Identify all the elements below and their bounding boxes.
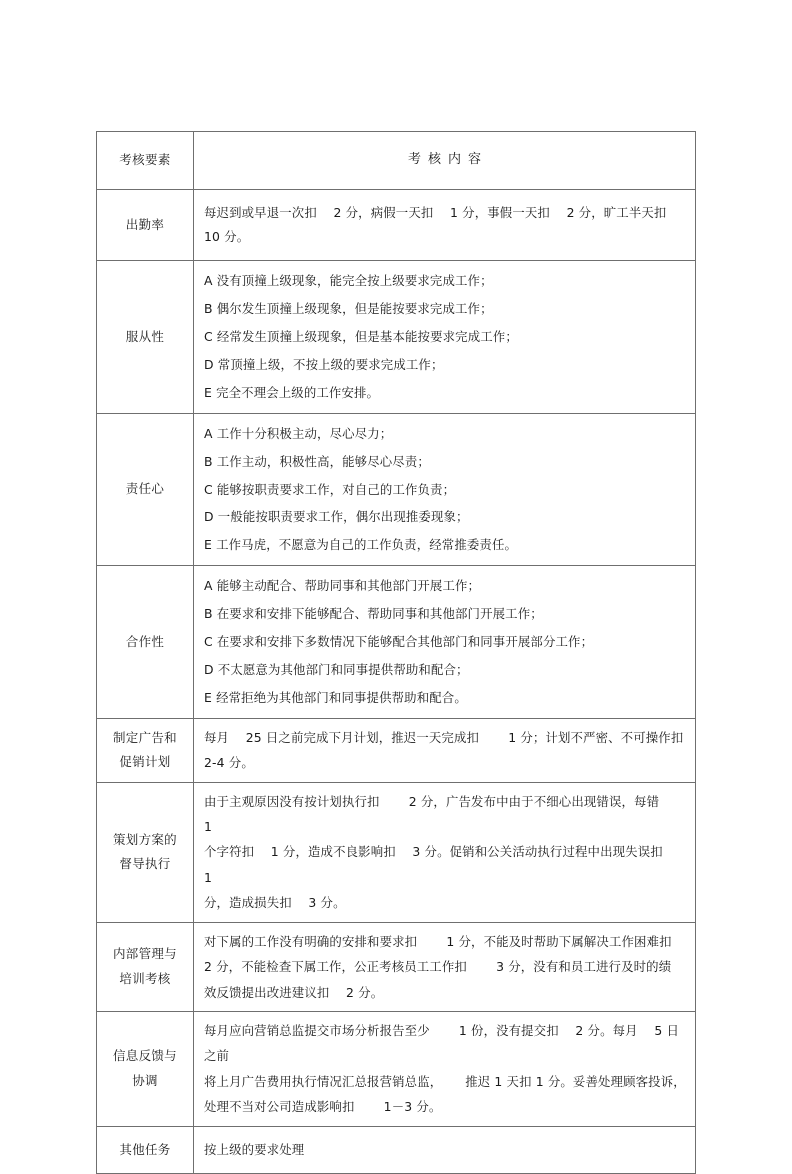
content-line: C 经常发生顶撞上级现象，但是基本能按要求完成工作； [204, 328, 518, 344]
content-line: 2-4 分。 [204, 755, 254, 771]
content-line: 由于主观原因没有按计划执行扣 2 分，广告发布中由于不细心出现错误，每错 1 [204, 793, 689, 835]
table-row [97, 189, 696, 260]
row-factor-plan-supervision [97, 782, 194, 922]
content-line: E 工作马虎，不愿意为自己的工作负责，经常推委责任。 [204, 537, 518, 553]
row-content-responsibility [194, 413, 696, 566]
factor-line: 策划方案的 [112, 831, 177, 847]
row-factor-other-tasks [97, 1126, 194, 1173]
row-factor-obedience [97, 261, 194, 414]
content-line: 处理不当对公司造成影响扣 1－3 分。 [204, 1099, 442, 1115]
table-body [97, 132, 696, 1174]
content-line: E 完全不理会上级的工作安排。 [204, 384, 380, 400]
content-line: 将上月广告费用执行情况汇总报营销总监， 推迟 1 天扣 1 分。妥善处理顾客投诉， [204, 1073, 686, 1089]
content-line: E 经常拒绝为其他部门和同事提供帮助和配合。 [204, 689, 467, 705]
content-line: A 没有顶撞上级现象，能完全按上级要求完成工作； [204, 273, 493, 289]
content-line: D 一般能按职责要求工作，偶尔出现推委现象； [204, 509, 469, 525]
row-factor-internal-management [97, 922, 194, 1011]
factor-line: 服从性 [125, 328, 165, 344]
row-content-obedience [194, 261, 696, 414]
factor-line: 制定广告和 [112, 729, 177, 745]
row-content-plan-supervision [194, 782, 696, 922]
table-row [97, 718, 696, 782]
factor-line: 信息反馈与 [112, 1048, 177, 1064]
content-line: A 能够主动配合、帮助同事和其他部门开展工作； [204, 578, 481, 594]
row-factor-responsibility [97, 413, 194, 566]
header-cell-content: 考核内容 [194, 132, 696, 190]
row-content-internal-management [194, 922, 696, 1011]
factor-line: 内部管理与 [112, 946, 177, 962]
content-line: B 偶尔发生顶撞上级现象，但是能按要求完成工作； [204, 301, 493, 317]
content-line: B 在要求和安排下能够配合、帮助同事和其他部门开展工作； [204, 606, 543, 622]
content-line: D 常顶撞上级，不按上级的要求完成工作； [204, 356, 444, 372]
content-line: 个字符扣 1 分，造成不良影响扣 3 分。促销和公关活动执行过程中出现失误扣 1 [204, 844, 692, 885]
content-line: 每月应向营销总监提交市场分析报告至少 1 份，没有提交扣 2 分。每月 5 日之前 [204, 1022, 680, 1064]
factor-line: 促销计划 [119, 754, 171, 770]
content-line: C 在要求和安排下多数情况下能够配合其他部门和同事开展部分工作； [204, 634, 594, 650]
content-line: 2 分，不能检查下属工作，公正考核员工工作扣 3 分，没有和员工进行及时的绩 [204, 959, 672, 975]
content-line: A 工作十分积极主动，尽心尽力； [204, 425, 393, 441]
factor-line: 责任心 [125, 481, 165, 497]
row-content-attendance [194, 189, 696, 260]
factor-line: 其他任务 [119, 1141, 171, 1157]
factor-line: 督导执行 [119, 856, 171, 872]
assessment-table [96, 131, 696, 1174]
row-content-feedback-coordination [194, 1011, 696, 1126]
row-factor-attendance [97, 189, 194, 260]
table-row [97, 1011, 696, 1126]
row-factor-ad-plan [97, 718, 194, 782]
table-header-row [97, 132, 696, 190]
factor-line: 出勤率 [125, 216, 165, 232]
content-line: D 不太愿意为其他部门和同事提供帮助和配合； [204, 661, 469, 677]
row-factor-cooperation [97, 566, 194, 719]
table-row [97, 566, 696, 719]
table-row [97, 1126, 696, 1173]
content-line: C 能够按职责要求工作，对自己的工作负责； [204, 481, 456, 497]
row-content-other-tasks [194, 1126, 696, 1173]
factor-line: 合作性 [125, 633, 165, 649]
content-line: 每迟到或早退一次扣 2 分，病假一天扣 1 分，事假一天扣 2 分，旷工半天扣 10 分。 [204, 204, 684, 244]
content-line: 效反馈提出改进建议扣 2 分。 [204, 984, 384, 1000]
content-line: 按上级的要求处理 [204, 1141, 305, 1157]
table-row [97, 413, 696, 566]
content-line: 对下属的工作没有明确的安排和要求扣 1 分，不能及时帮助下属解决工作困难扣 [204, 933, 672, 949]
content-line: 每月 25 日之前完成下月计划，推迟一天完成扣 1 分；计划不严密、不可操作扣 [204, 729, 684, 745]
row-content-ad-plan [194, 718, 696, 782]
factor-line: 培训考核 [119, 970, 171, 986]
content-line: B 工作主动，积极性高，能够尽心尽责； [204, 453, 430, 469]
factor-line: 协调 [132, 1072, 158, 1088]
table-row [97, 782, 696, 922]
row-factor-feedback-coordination [97, 1011, 194, 1126]
header-cell-factor: 考核要素 [97, 132, 194, 190]
content-line: 分，造成损失扣 3 分。 [204, 895, 346, 911]
table-row [97, 922, 696, 1011]
table-row [97, 261, 696, 414]
row-content-cooperation [194, 566, 696, 719]
